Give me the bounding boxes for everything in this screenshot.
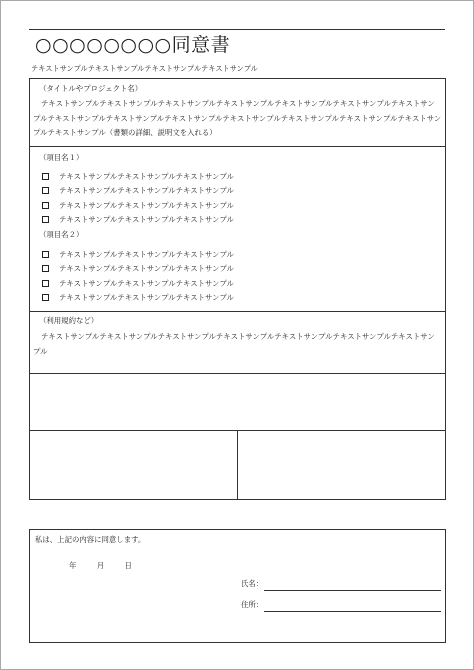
blank-split-area — [29, 430, 446, 500]
option-text: テキストサンプルテキストサンプルテキストサンプル — [59, 171, 234, 181]
checkbox-icon[interactable] — [42, 265, 49, 272]
option-text: テキストサンプルテキストサンプルテキストサンプル — [59, 264, 234, 274]
blank-area[interactable] — [29, 373, 446, 431]
option-text: テキストサンプルテキストサンプルテキストサンプル — [59, 200, 234, 210]
checkbox-icon[interactable] — [42, 280, 49, 287]
option-text: テキストサンプルテキストサンプルテキストサンプル — [59, 186, 234, 196]
terms-label: （利用規約など） — [39, 316, 99, 325]
month-label: 月 — [96, 561, 105, 570]
intro-text: テキストサンプルテキストサンプルテキストサンプルテキストサンプルテキストサンプルテキストサンプルテキストサンプルテキストサンプルテキストサンプルテキストサンプルテキストサンプルテキストサンプルテキストサンプルテキストサンプルテキストサンプル（書類の詳細、説明文を入れる） — [33, 99, 442, 137]
year-label: 年 — [69, 561, 77, 570]
checklist-option[interactable] — [42, 184, 234, 199]
address-field[interactable] — [264, 611, 441, 612]
item-2-label: （項目名２） — [39, 230, 84, 239]
items-section — [29, 146, 446, 312]
terms-section — [29, 311, 446, 374]
checkbox-icon[interactable] — [42, 187, 49, 194]
checkbox-icon[interactable] — [42, 202, 49, 209]
checkbox-icon[interactable] — [42, 251, 49, 258]
checklist-option[interactable] — [42, 198, 234, 213]
checklist-option[interactable] — [42, 213, 234, 228]
checklist-option[interactable] — [42, 262, 234, 277]
document-subtitle: テキストサンプルテキストサンプルテキストサンプルテキストサンプル — [31, 64, 258, 73]
checkbox-icon[interactable] — [42, 173, 49, 180]
signature-section — [29, 529, 446, 643]
title-rule — [29, 29, 445, 30]
date-field[interactable] — [69, 561, 132, 571]
intro-label: （タイトルやプロジェクト名） — [39, 84, 143, 93]
column-divider — [237, 431, 238, 499]
consent-statement: 私は、上記の内容に同意します。 — [35, 535, 146, 544]
checklist-option[interactable] — [42, 276, 234, 291]
address-label: 住所： — [241, 600, 264, 609]
checkbox-icon[interactable] — [42, 216, 49, 223]
name-field[interactable] — [264, 590, 441, 591]
checkbox-icon[interactable] — [42, 294, 49, 301]
document-title: ○○○○○○○○同意書 — [35, 34, 231, 56]
intro-section — [29, 78, 446, 147]
checklist-option[interactable] — [42, 247, 234, 262]
checklist-option[interactable] — [42, 291, 234, 306]
item-1-checklist — [42, 169, 234, 227]
checklist-option[interactable] — [42, 169, 234, 184]
name-label: 氏名： — [241, 579, 264, 588]
item-2-checklist — [42, 247, 234, 305]
item-1-label: （項目名１） — [39, 153, 84, 162]
option-text: テキストサンプルテキストサンプルテキストサンプル — [59, 249, 234, 259]
day-label: 日 — [124, 561, 132, 570]
option-text: テキストサンプルテキストサンプルテキストサンプル — [59, 215, 234, 225]
option-text: テキストサンプルテキストサンプルテキストサンプル — [59, 278, 234, 288]
option-text: テキストサンプルテキストサンプルテキストサンプル — [59, 293, 234, 303]
terms-text: テキストサンプルテキストサンプルテキストサンプルテキストサンプルテキストサンプルテキストサンプルテキストサンプル — [33, 332, 435, 356]
